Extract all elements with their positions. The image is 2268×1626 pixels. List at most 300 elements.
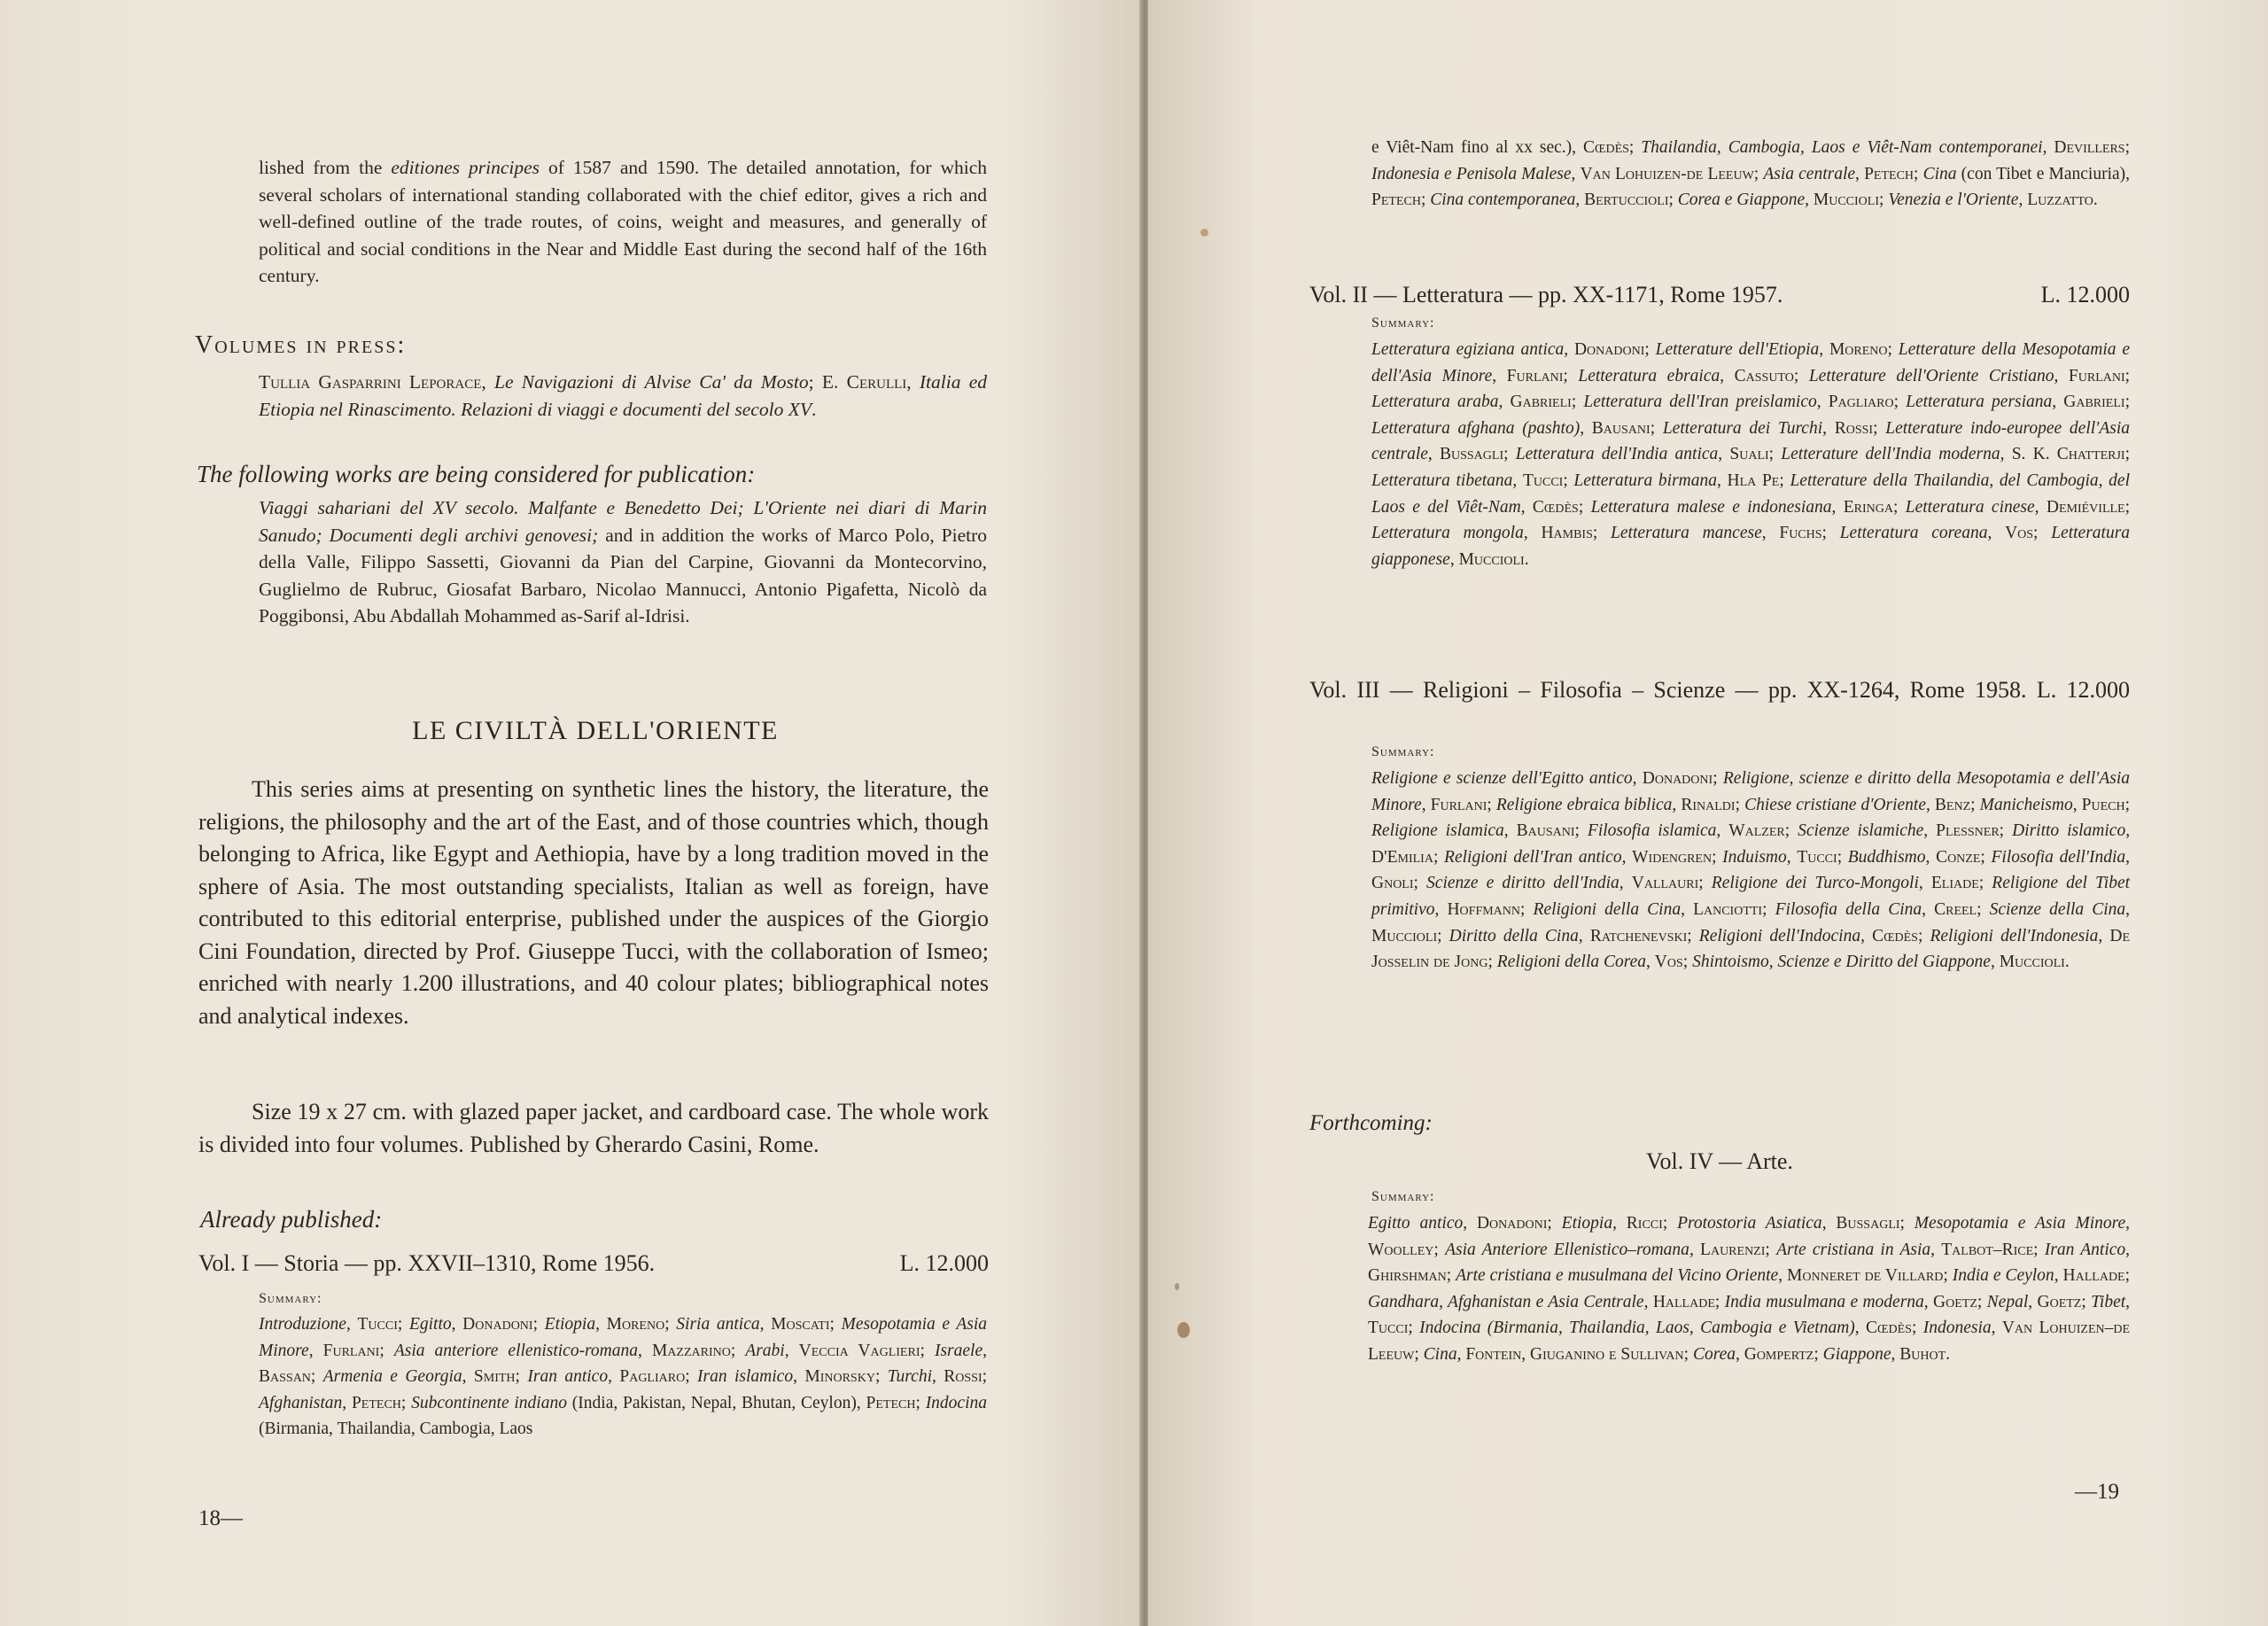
text-run: ; (1487, 795, 1496, 814)
text-run: ; (1487, 953, 1497, 972)
text-run: . (811, 398, 817, 420)
work-title: Corea (1692, 1344, 1736, 1364)
work-title: Letteratura coreana (1839, 524, 1988, 543)
considered-heading: The following works are being considered for publication: (197, 461, 756, 487)
author-name: Rossi (1834, 418, 1874, 438)
author-name: Goetz (2037, 1292, 2082, 1311)
text-run: , (1523, 524, 1542, 543)
text-run: , (346, 1315, 358, 1334)
text-run: ; (1668, 191, 1678, 210)
text-run: ; (2124, 795, 2131, 814)
text-run: ; (1911, 1319, 1923, 1338)
text-run: , (1860, 926, 1873, 945)
text-run: ; (1914, 164, 1923, 183)
work-title: Induismo (1722, 847, 1787, 867)
work-title: Letterature dell'Oriente Cristiano (1808, 366, 2054, 385)
vol1-title: Vol. I — Storia — pp. XXVII–1310, Rome 1956. (198, 1250, 656, 1276)
text-run: , (1778, 1266, 1788, 1286)
text-run: ; (1943, 1266, 1953, 1286)
work-title: Nepal (1986, 1292, 2029, 1311)
author-name: Minorsky (804, 1367, 875, 1387)
text-run: , (2125, 847, 2131, 867)
text-run: , (2054, 366, 2069, 385)
text-run: , (1855, 164, 1865, 183)
text-run: ; (1821, 524, 1840, 543)
text-run: (Birmania, Thailandia, Cambogia, Laos (259, 1420, 533, 1439)
text-run: ; (685, 1367, 698, 1387)
work-title: Religione del Tibet primitivo (1371, 874, 2131, 919)
vol2-title: Vol. II — Letteratura — pp. XX-1171, Rome 1957. (1309, 282, 1783, 307)
work-title: Letteratura malese e indonesiana (1590, 497, 1832, 517)
text-run: ; (1563, 471, 1574, 490)
text-run: ; (1784, 821, 1798, 841)
work-title: Introduzione (259, 1315, 346, 1334)
series-format: Size 19 x 27 cm. with glazed paper jacket, and cardboard case. The whole work is divided into four volumes. Published by Gherardo Casini, Rome. (198, 1099, 989, 1157)
work-title: Religioni dell'Indonesia (1930, 926, 2099, 945)
author-name: Moscati (771, 1315, 830, 1334)
text-run: ; (2124, 1266, 2131, 1286)
author-name: Furlani (322, 1341, 380, 1360)
author-name: Buhot (1899, 1344, 1946, 1364)
work-title: Letteratura mongola (1371, 524, 1524, 543)
text-run: ; (1414, 1344, 1424, 1364)
text-run: , (759, 1315, 772, 1334)
text-run: , (1805, 191, 1814, 210)
text-run: (con Tibet e Manciuria), (1956, 164, 2131, 183)
text-run: , (1575, 191, 1585, 210)
work-title: Letteratura persiana (1906, 393, 2053, 412)
text-run: , (1643, 1292, 1653, 1311)
author-name: Vallauri (1631, 874, 1699, 893)
work-title: Cina contemporanea (1430, 191, 1576, 210)
author-name: Fontein (1465, 1344, 1522, 1364)
work-title: Subcontinente indiano (411, 1393, 567, 1412)
work-title: Iran Antico (2044, 1240, 2126, 1259)
author-name: Bausani (1591, 418, 1651, 438)
text-run: of 1587 and 1590. The detailed annotation, for which several scholars of international standing collaborated with the chief editor, gives a rich and well-defined outline of the trade routes, of coins, weight and measures, and generally of political and social conditions in the Near and Middle East during the second half of the 16th century. (259, 157, 988, 286)
page-number-left: 18— (198, 1506, 243, 1530)
work-title: Etiopia (544, 1315, 596, 1334)
text-run: , (2072, 795, 2082, 814)
text-run: ; (1446, 1266, 1456, 1286)
text-run: , (1512, 471, 1523, 490)
work-title: Viaggi sahariani del XV secolo. Malfante e Benedetto Dei; L'Oriente nei diari di Marin Sanudo; Documenti degli archivi genovesi; (259, 497, 987, 546)
forthcoming-label: Forthcoming: (1309, 1111, 1433, 1135)
work-title: Letteratura dell'India antica (1515, 445, 1719, 464)
work-title: Thailandia, Cambogia, Laos e Viêt-Nam contemporanei (1641, 138, 2043, 157)
text-run: ; (1571, 393, 1584, 412)
author-name: Cassuto (1734, 366, 1794, 385)
volumes-in-press-heading: Volumes in press: (195, 331, 407, 359)
text-run: and in addition the works of Marco Polo, Pietro della Valle, Filippo Sassetti, Giovanni da Pian del Carpine, Giovanni da Montecorvino, Guglielmo de Rubruc, Giosafat Barbaro, Nicolao Mannucci, Antonio Pigafetta, Nicolò da Poggibonsi, Abu Abdallah Mohammed as-Sarif al-Idrisi. (259, 524, 987, 626)
author-name: Hallade (2062, 1266, 2125, 1286)
work-title: Le Navigazioni di Alvise Ca' da Mosto (494, 371, 809, 393)
text-run: , (2125, 1292, 2131, 1311)
text-run: ; (1887, 340, 1899, 359)
work-title: Arte cristiana in Asia (1776, 1240, 1931, 1259)
work-title: Religioni dell'Indocina (1698, 926, 1861, 945)
text-run: ; (2124, 445, 2130, 464)
text-run: , (1434, 899, 1448, 919)
text-run: , (1717, 471, 1728, 490)
work-title: Afghanistan (259, 1393, 343, 1412)
page-number-right: —19 (2075, 1480, 2119, 1504)
work-title: Religioni dell'Iran antico (1444, 847, 1622, 867)
author-name: Tucci (1797, 847, 1837, 867)
author-name: Plessner (1936, 821, 2000, 841)
text-run: ; (1713, 769, 1723, 788)
text-run: , (2042, 138, 2054, 157)
text-run: . (2064, 953, 2070, 972)
work-title: Armenia e Georgia (322, 1367, 462, 1387)
text-run: , (1521, 1344, 1531, 1364)
author-name: Creel (1934, 899, 1977, 919)
author-name: Furlani (1430, 795, 1487, 814)
vol3-summary-label: Summary: (1371, 744, 1435, 759)
text-run: , (1987, 524, 2006, 543)
text-run: ; (1547, 1214, 1562, 1233)
work-title: Indocina (Birmania, Thailandia, Laos, Cambogia e Vietnam) (1419, 1319, 1855, 1338)
text-run: , (462, 1367, 474, 1387)
work-title: Diritto islamico (2012, 821, 2126, 841)
text-run: , (2034, 497, 2047, 517)
work-title: Scienze della Cina (1989, 899, 2126, 919)
author-name: Pagliaro (619, 1367, 686, 1387)
author-name: Smith (473, 1367, 516, 1387)
work-title: Filosofia della Cina (1775, 899, 1922, 919)
author-name: Petech (351, 1393, 401, 1412)
work-title: Asia Anteriore Ellenistico–romana (1445, 1240, 1689, 1259)
text-run: , (1672, 795, 1682, 814)
text-run: ; (829, 1315, 842, 1334)
text-run: ; (1682, 953, 1693, 972)
author-name: Ratchenevski (1589, 926, 1688, 945)
author-name: Rossi (944, 1367, 983, 1387)
text-run: ; (1793, 366, 1809, 385)
text-run: , (481, 371, 495, 393)
text-run: ; (1698, 874, 1712, 893)
vol4-summary (1368, 1210, 2130, 1368)
author-name: Cerulli (846, 371, 907, 393)
text-run: ; (1978, 874, 1992, 893)
author-name: Tucci (1522, 471, 1564, 490)
text-run: , (1819, 340, 1829, 359)
author-name: Bausani (1516, 821, 1575, 841)
text-run: ; (1714, 1292, 1725, 1311)
text-run: , (784, 1341, 799, 1360)
work-title: Chiese cristiane d'Oriente (1744, 795, 1926, 814)
text-run: . (1946, 1344, 1951, 1364)
work-title: Letteratura ebraica (1578, 366, 1720, 385)
text-run: , (1492, 366, 1507, 385)
author-name: Ricci (1626, 1214, 1663, 1233)
vol1-summary-label: Summary: (259, 1291, 322, 1306)
text-run: , S. K. (2000, 445, 2057, 464)
text-run: ; (1893, 393, 1907, 412)
author-name: Mazzarino (651, 1341, 731, 1360)
text-run: ; (1578, 497, 1591, 517)
author-name: Furlani (2068, 366, 2125, 385)
author-name: Hambis (1541, 524, 1593, 543)
text-run: , (1991, 1319, 2002, 1338)
work-title: Asia anteriore ellenistico-romana (393, 1341, 639, 1360)
text-run: ; (874, 1367, 888, 1387)
author-name: Goetz (1933, 1292, 1977, 1311)
work-title: Venezia e l'Oriente (1888, 191, 2019, 210)
work-title: Letterature dell'Etiopia (1655, 340, 1820, 359)
vol2-summary (1371, 337, 2130, 572)
author-name: Vos (2005, 524, 2034, 543)
text-run: ; (1980, 847, 1992, 867)
author-name: Chatterji (2056, 445, 2125, 464)
author-name: Benz (1934, 795, 1971, 814)
work-title: Religione ebraica biblica (1495, 795, 1673, 814)
work-title: Letteratura dei Turchi (1662, 418, 1823, 438)
text-run: , (1449, 549, 1459, 569)
text-run: ; (2081, 1292, 2092, 1311)
text-run: , (2098, 926, 2110, 945)
text-run: , (2125, 899, 2131, 919)
work-title: Letteratura araba (1371, 393, 1499, 412)
author-name: Tullia Gasparrini Leporace (259, 371, 482, 393)
author-name: Puech (2081, 795, 2125, 814)
text-run: ; (1917, 926, 1930, 945)
author-name: Gompertz (1744, 1344, 1814, 1364)
text-run: ; (1712, 847, 1723, 867)
text-run: ; (1628, 138, 1642, 157)
series-title: LE CIVILTÀ DELL'ORIENTE (412, 716, 779, 745)
text-run: , (1761, 524, 1780, 543)
text-run: ; (1814, 1344, 1823, 1364)
text-run: ; (1683, 1344, 1693, 1364)
text-run: , (2018, 191, 2028, 210)
work-title: Tibet (2091, 1292, 2126, 1311)
work-title: Diritto della Cina (1449, 926, 1579, 945)
text-run: , (1498, 393, 1511, 412)
text-run: , (1689, 1240, 1701, 1259)
work-title: Filosofia dell'India (1991, 847, 2126, 867)
author-name: Widengren (1632, 847, 1713, 867)
author-name: Conze (1936, 847, 1981, 867)
vol1-heading (198, 1249, 989, 1279)
author-name: Giuganino e Sullivan (1530, 1344, 1684, 1364)
work-title: Filosofia islamica (1587, 821, 1717, 841)
author-name: Eliade (1930, 874, 1979, 893)
author-name: Donadoni (1573, 340, 1645, 359)
vol2-heading (1309, 280, 2130, 310)
considered-list (259, 494, 987, 630)
text-run: ; (1735, 795, 1745, 814)
vol2-price: L. 12.000 (2040, 282, 2130, 307)
author-name: Woolley (1368, 1240, 1434, 1259)
author-name: Van Lohuizen-de Leeuw (1580, 164, 1754, 183)
author-name: Donadoni (1642, 769, 1713, 788)
text-run: ; (2124, 393, 2130, 412)
text-run: , (1925, 795, 1935, 814)
text-run: ; (1662, 1214, 1678, 1233)
text-run: ; (1433, 847, 1445, 867)
text-run: ; (730, 1341, 746, 1360)
work-title: Shintoismo, Scienze e Diritto del Giappone (1692, 953, 1991, 972)
author-name: Walzer (1728, 821, 1785, 841)
author-name: Rinaldi (1681, 795, 1736, 814)
already-published-label: Already published: (200, 1206, 383, 1233)
work-title: Letteratura mancese (1611, 524, 1762, 543)
vol1-price: L. 12.000 (899, 1250, 989, 1276)
text-run: , (2125, 1240, 2131, 1259)
vol3-title: Vol. III — Religioni – Filosofia – Scienze — pp. XX-1264, Rome 1958. (1309, 677, 2027, 703)
work-title: India musulmana e moderna (1724, 1292, 1924, 1311)
author-name: Gabrieli (2063, 393, 2125, 412)
text-run: ; (1753, 164, 1764, 183)
text-run: ; (1650, 418, 1663, 438)
text-run: ; (1837, 847, 1848, 867)
text-run: , (1786, 847, 1798, 867)
text-run: (India, Pakistan, Nepal, Bhutan, Ceylon), (566, 1393, 866, 1412)
author-name: Cœdès (1532, 497, 1579, 517)
text-run: ; (1503, 445, 1516, 464)
work-title: Buddhismo (1847, 847, 1926, 867)
work-title: Israele (934, 1341, 983, 1360)
work-title: Protostoria Asiatica (1677, 1214, 1822, 1233)
author-name: Ghirshman (1368, 1266, 1447, 1286)
work-title: Letteratura birmana (1573, 471, 1717, 490)
text-run: , (1822, 418, 1835, 438)
text-run: , (1646, 953, 1655, 972)
text-run: , (1456, 1344, 1466, 1364)
text-run: , (1716, 821, 1729, 841)
work-title: Turchi (887, 1367, 932, 1387)
author-name: Tucci (1368, 1319, 1409, 1338)
text-run: , (1427, 445, 1440, 464)
work-title: Mesopotamia e Asia Minore (259, 1315, 988, 1360)
vol3-summary (1371, 766, 2130, 976)
text-run: lished from the (259, 157, 392, 178)
vol4-summary-label: Summary: (1371, 1189, 1435, 1204)
work-title: Manicheismo (1979, 795, 2073, 814)
text-run: ; (664, 1315, 677, 1334)
text-run: , (1681, 899, 1694, 919)
author-name: Vos (1654, 953, 1683, 972)
work-title: Gandhara, Afghanistan e Asia Centrale (1368, 1292, 1644, 1311)
work-title: Cina (1922, 164, 1957, 183)
author-name: Cœdès (1583, 138, 1629, 157)
text-run: , (2028, 1292, 2038, 1311)
text-run: ; (532, 1315, 545, 1334)
vol1-summary-continued (1371, 135, 2130, 214)
intro-paragraph (259, 154, 987, 290)
work-title: Giappone (1822, 1344, 1891, 1364)
text-run: , (608, 1367, 620, 1387)
text-run: ; (1687, 926, 1699, 945)
text-run: ; (1768, 445, 1782, 464)
text-run: , (1720, 366, 1735, 385)
work-title: Religione islamica (1371, 821, 1504, 841)
author-name: Devillers (2054, 138, 2125, 157)
author-name: Moreno (1829, 340, 1888, 359)
work-title: Religioni della Corea (1496, 953, 1647, 972)
text-run: ; (1765, 1240, 1777, 1259)
text-run: ; (2124, 138, 2131, 157)
text-run: , (983, 1341, 987, 1360)
text-run: ; (1977, 899, 1990, 919)
text-run: , (793, 1367, 805, 1387)
work-title: Religioni della Cina (1533, 899, 1682, 919)
text-run: , (1735, 1344, 1744, 1364)
text-run: , (1632, 769, 1643, 788)
text-run: , (1923, 1292, 1934, 1311)
work-title: Letteratura tibetana (1371, 471, 1513, 490)
author-name: Eringa (1843, 497, 1894, 517)
text-run: ; E. (808, 371, 847, 393)
author-name: Bussagli (1836, 1214, 1900, 1233)
text-run: ; (915, 1393, 926, 1412)
text-run: , (1923, 821, 1937, 841)
text-run: , (2125, 1214, 2131, 1233)
text-run: ; (310, 1367, 323, 1387)
text-run: ; (515, 1367, 528, 1387)
text-run: ; (982, 1367, 988, 1387)
work-title: Corea e Giappone (1677, 191, 1806, 210)
text-run: , (1831, 497, 1844, 517)
work-title: Religione, scienze e diritto della Mesopotamia e dell'Asia Minore (1371, 769, 2131, 814)
text-run: , (906, 371, 920, 393)
work-title: Iran antico (527, 1367, 609, 1387)
text-run: . (2093, 191, 2098, 210)
text-run: ; (1437, 926, 1449, 945)
text-run: , (1621, 847, 1633, 867)
vol4-title: Vol. IV — Arte. (1646, 1148, 1793, 1174)
text-run: , (1463, 1214, 1477, 1233)
author-name: Petech (1864, 164, 1915, 183)
author-name: Suali (1729, 445, 1769, 464)
work-title: Letteratura dell'Iran preislamico (1583, 393, 1817, 412)
vol3-heading (1309, 675, 2130, 705)
work-title: Letterature indo-europee dell'Asia centrale (1371, 418, 2131, 464)
author-name: Gabrieli (1510, 393, 1572, 412)
volumes-in-press-list (259, 369, 987, 423)
work-title: editiones principes (391, 157, 540, 178)
work-title: Mesopotamia e Asia Minore (1914, 1214, 2126, 1233)
text-run: , (1503, 821, 1517, 841)
author-name: Veccia Vaglieri (798, 1341, 920, 1360)
text-run: , (1990, 953, 2000, 972)
author-name: Cœdès (1866, 1319, 1912, 1338)
author-name: Tucci (357, 1315, 398, 1334)
author-name: Donadoni (462, 1315, 533, 1334)
text-run: , (1925, 847, 1937, 867)
text-run: ; (920, 1341, 935, 1360)
text-run: ; (1574, 821, 1588, 841)
text-run: ; (2033, 1240, 2045, 1259)
vol2-summary-label: Summary: (1371, 315, 1435, 331)
text-run: , (1580, 418, 1592, 438)
author-name: De Josselin de Jong (1371, 926, 2130, 972)
vol3-price: L. 12.000 (2036, 677, 2131, 703)
work-title: Letteratura egiziana antica (1371, 340, 1565, 359)
author-name: Pagliaro (1828, 393, 1894, 412)
author-name: Hallade (1652, 1292, 1715, 1311)
author-name: Muccioli (1458, 549, 1525, 569)
text-run: , (451, 1315, 463, 1334)
work-title: Egitto (408, 1315, 452, 1334)
text-run: ; (1563, 366, 1579, 385)
text-run: , (1821, 1214, 1837, 1233)
author-name: Bussagli (1439, 445, 1504, 464)
work-title: Etiopia (1561, 1214, 1613, 1233)
author-name: Hla Pe (1727, 471, 1780, 490)
work-title: Indonesia e Penisola Malese (1371, 164, 1572, 183)
